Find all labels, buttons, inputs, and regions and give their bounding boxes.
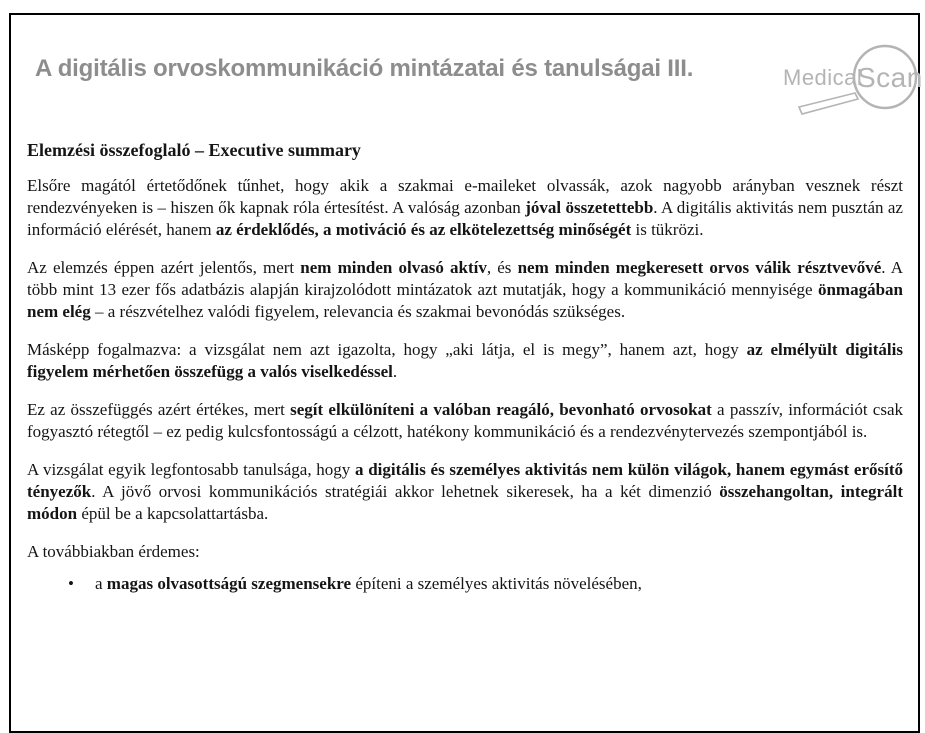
- bullet-list: [27, 573, 903, 595]
- list-intro: A továbbiakban érdemes:: [27, 542, 200, 561]
- logo-text-medical: Medical: [783, 65, 863, 90]
- paragraph-3: Másképp fogalmazva: a vizsgálat nem azt igazolta, hogy „aki látja, el is megy”, hanem azt, hogy az elmélyült digitális figyelem mérhetően összefügg a valós viselkedéssel.: [27, 340, 903, 381]
- page-title: A digitális orvoskommunikáció mintázatai és tanulságai III.: [35, 55, 694, 82]
- section-heading: Elemzési összefoglaló – Executive summary: [27, 140, 361, 160]
- page-frame: [9, 13, 923, 733]
- document-body: [11, 140, 918, 595]
- paragraph-5: A vizsgálat egyik legfontosabb tanulsága, hogy a digitális és személyes aktivitás nem külön világok, hanem egymást erősítő tényezők. A jövő orvosi kommunikációs stratégiái akkor lehetnek sikeresek, ha a két dimenzió összehangoltan, integrált módon épül be a kapcsolattartásba.: [27, 460, 904, 523]
- paragraph-1: Elsőre magától értetődőnek tűnhet, hogy akik a szakmai e-maileket olvassák, azok nagyobb arányban vesznek részt rendezvényeken is – hiszen ők kapnak róla értesítést. A valóság azonban jóval összetettebb. A digitális aktivitás nem pusztán az információ elérését, hanem az érdeklődés, a motiváció és az elkötelezettség minőségét is tükrözi.: [27, 176, 903, 239]
- bullet-text: a magas olvasottságú szegmensekre építeni a személyes aktivitás növelésében,: [95, 574, 642, 593]
- medicalscan-logo: [781, 40, 923, 122]
- bullet-marker: •: [68, 574, 74, 593]
- list-item: [27, 573, 903, 595]
- medicalscan-logo-graphic: [781, 40, 923, 122]
- paragraph-4: Ez az összefüggés azért értékes, mert segít elkülöníteni a valóban reagáló, bevonható orvosokat a passzív, információt csak fogyasztó rétegtől – ez pedig kulcsfontosságú a célzott, hatékony kommunikáció és a rendezvénytervezés szempontjából is.: [27, 400, 904, 441]
- magnifier-handle-icon: [799, 93, 858, 114]
- document-header: [11, 15, 923, 140]
- logo-text-scan: Scan: [857, 62, 923, 93]
- paragraph-2: Az elemzés éppen azért jelentős, mert nem minden olvasó aktív, és nem minden megkeresett orvos válik résztvevővé. A több mint 13 ezer fős adatbázis alapján kirajzolódott mintázatok azt mutatják, hogy a kommunikáció mennyisége önmagában nem elég – a részvételhez valódi figyelem, relevancia és szakmai bevonódás szükséges.: [27, 258, 903, 321]
